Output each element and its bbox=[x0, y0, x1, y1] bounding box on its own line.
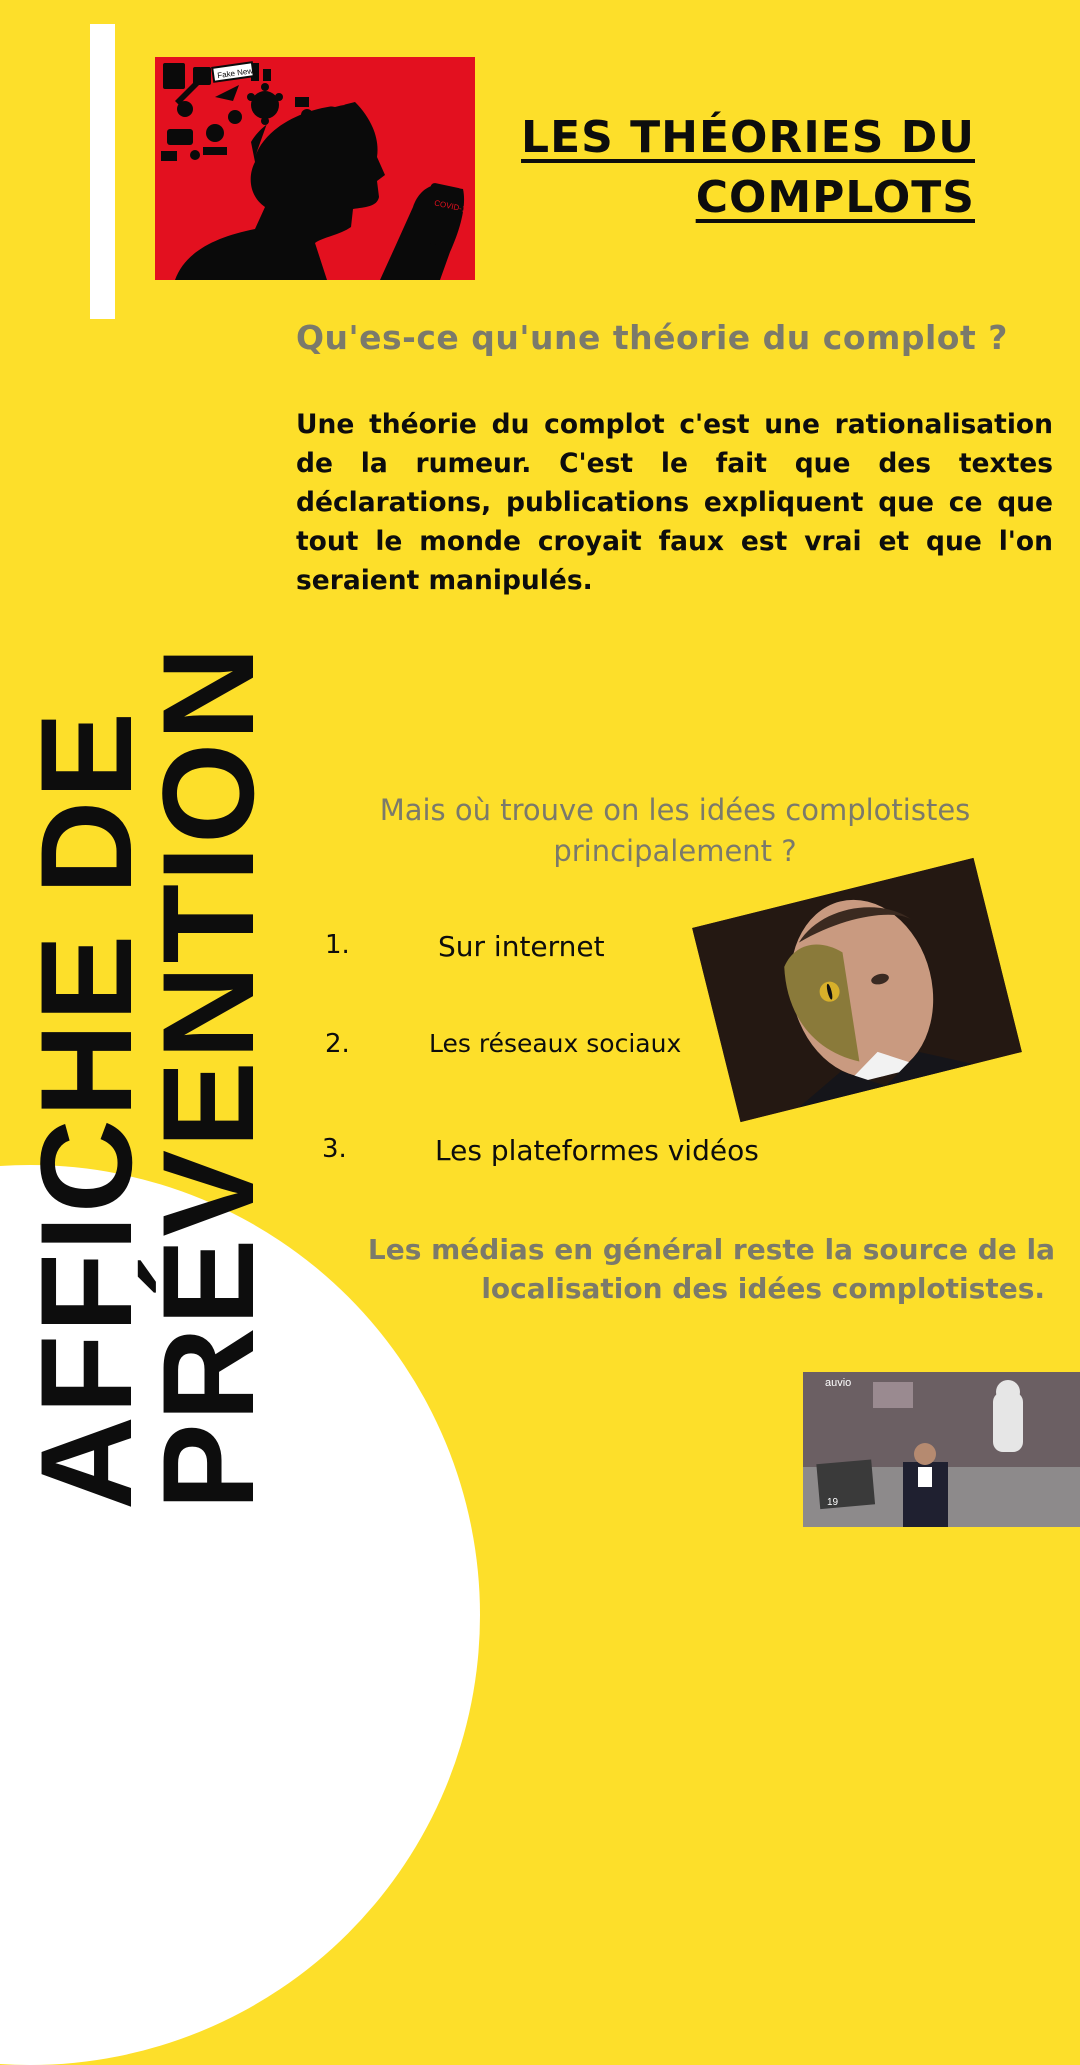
title-line-2: COMPLOTS bbox=[695, 172, 975, 223]
phone-label: COVID-19 bbox=[433, 198, 472, 215]
vertical-poster-title bbox=[13, 644, 281, 1510]
list-item bbox=[325, 930, 705, 966]
fake-news-tag: Fake News bbox=[216, 65, 258, 81]
definition-question: Qu'es-ce qu'une théorie du complot ? bbox=[296, 318, 1008, 357]
definition-paragraph: Une théorie du complot c'est une rationalisation de la rumeur. C'est le fait que des textes déclarations, publications expliquent que ce que tout le monde croyait faux est vrai et que l'on seraient manipulés. bbox=[296, 409, 1053, 596]
reptilian-face-photo bbox=[692, 858, 1022, 1122]
conclusion-line-1: Les médias en général reste la source de la bbox=[367, 1233, 1055, 1266]
sources-question-line-1: Mais où trouve on les idées complotistes bbox=[379, 793, 971, 827]
sources-question bbox=[340, 790, 1010, 872]
list-item bbox=[325, 1029, 705, 1063]
vertical-title-line-1: AFFICHE DE bbox=[13, 710, 159, 1510]
moon-landing-news-thumbnail bbox=[803, 1372, 1080, 1527]
conspiracy-head-illustration bbox=[155, 57, 475, 280]
conclusion-line-2: localisation des idées complotistes. bbox=[481, 1272, 1045, 1305]
page-title bbox=[520, 108, 975, 228]
decorative-white-bar bbox=[90, 24, 115, 319]
conclusion-text bbox=[350, 1230, 1055, 1308]
list-text: Sur internet bbox=[438, 930, 605, 963]
list-number: 2. bbox=[325, 1029, 350, 1059]
list-text: Les réseaux sociaux bbox=[429, 1029, 682, 1058]
clapper-number: 19 bbox=[827, 1497, 839, 1508]
list-number: 1. bbox=[325, 930, 350, 960]
auvio-logo-text: auvio bbox=[825, 1377, 852, 1389]
vertical-title-line-2: PRÉVENTION bbox=[135, 644, 281, 1510]
list-text: Les plateformes vidéos bbox=[435, 1134, 759, 1167]
sources-question-line-2: principalement ? bbox=[553, 834, 797, 868]
title-line-1: LES THÉORIES DU bbox=[521, 112, 975, 163]
list-number: 3. bbox=[322, 1134, 347, 1164]
list-item bbox=[322, 1134, 782, 1170]
